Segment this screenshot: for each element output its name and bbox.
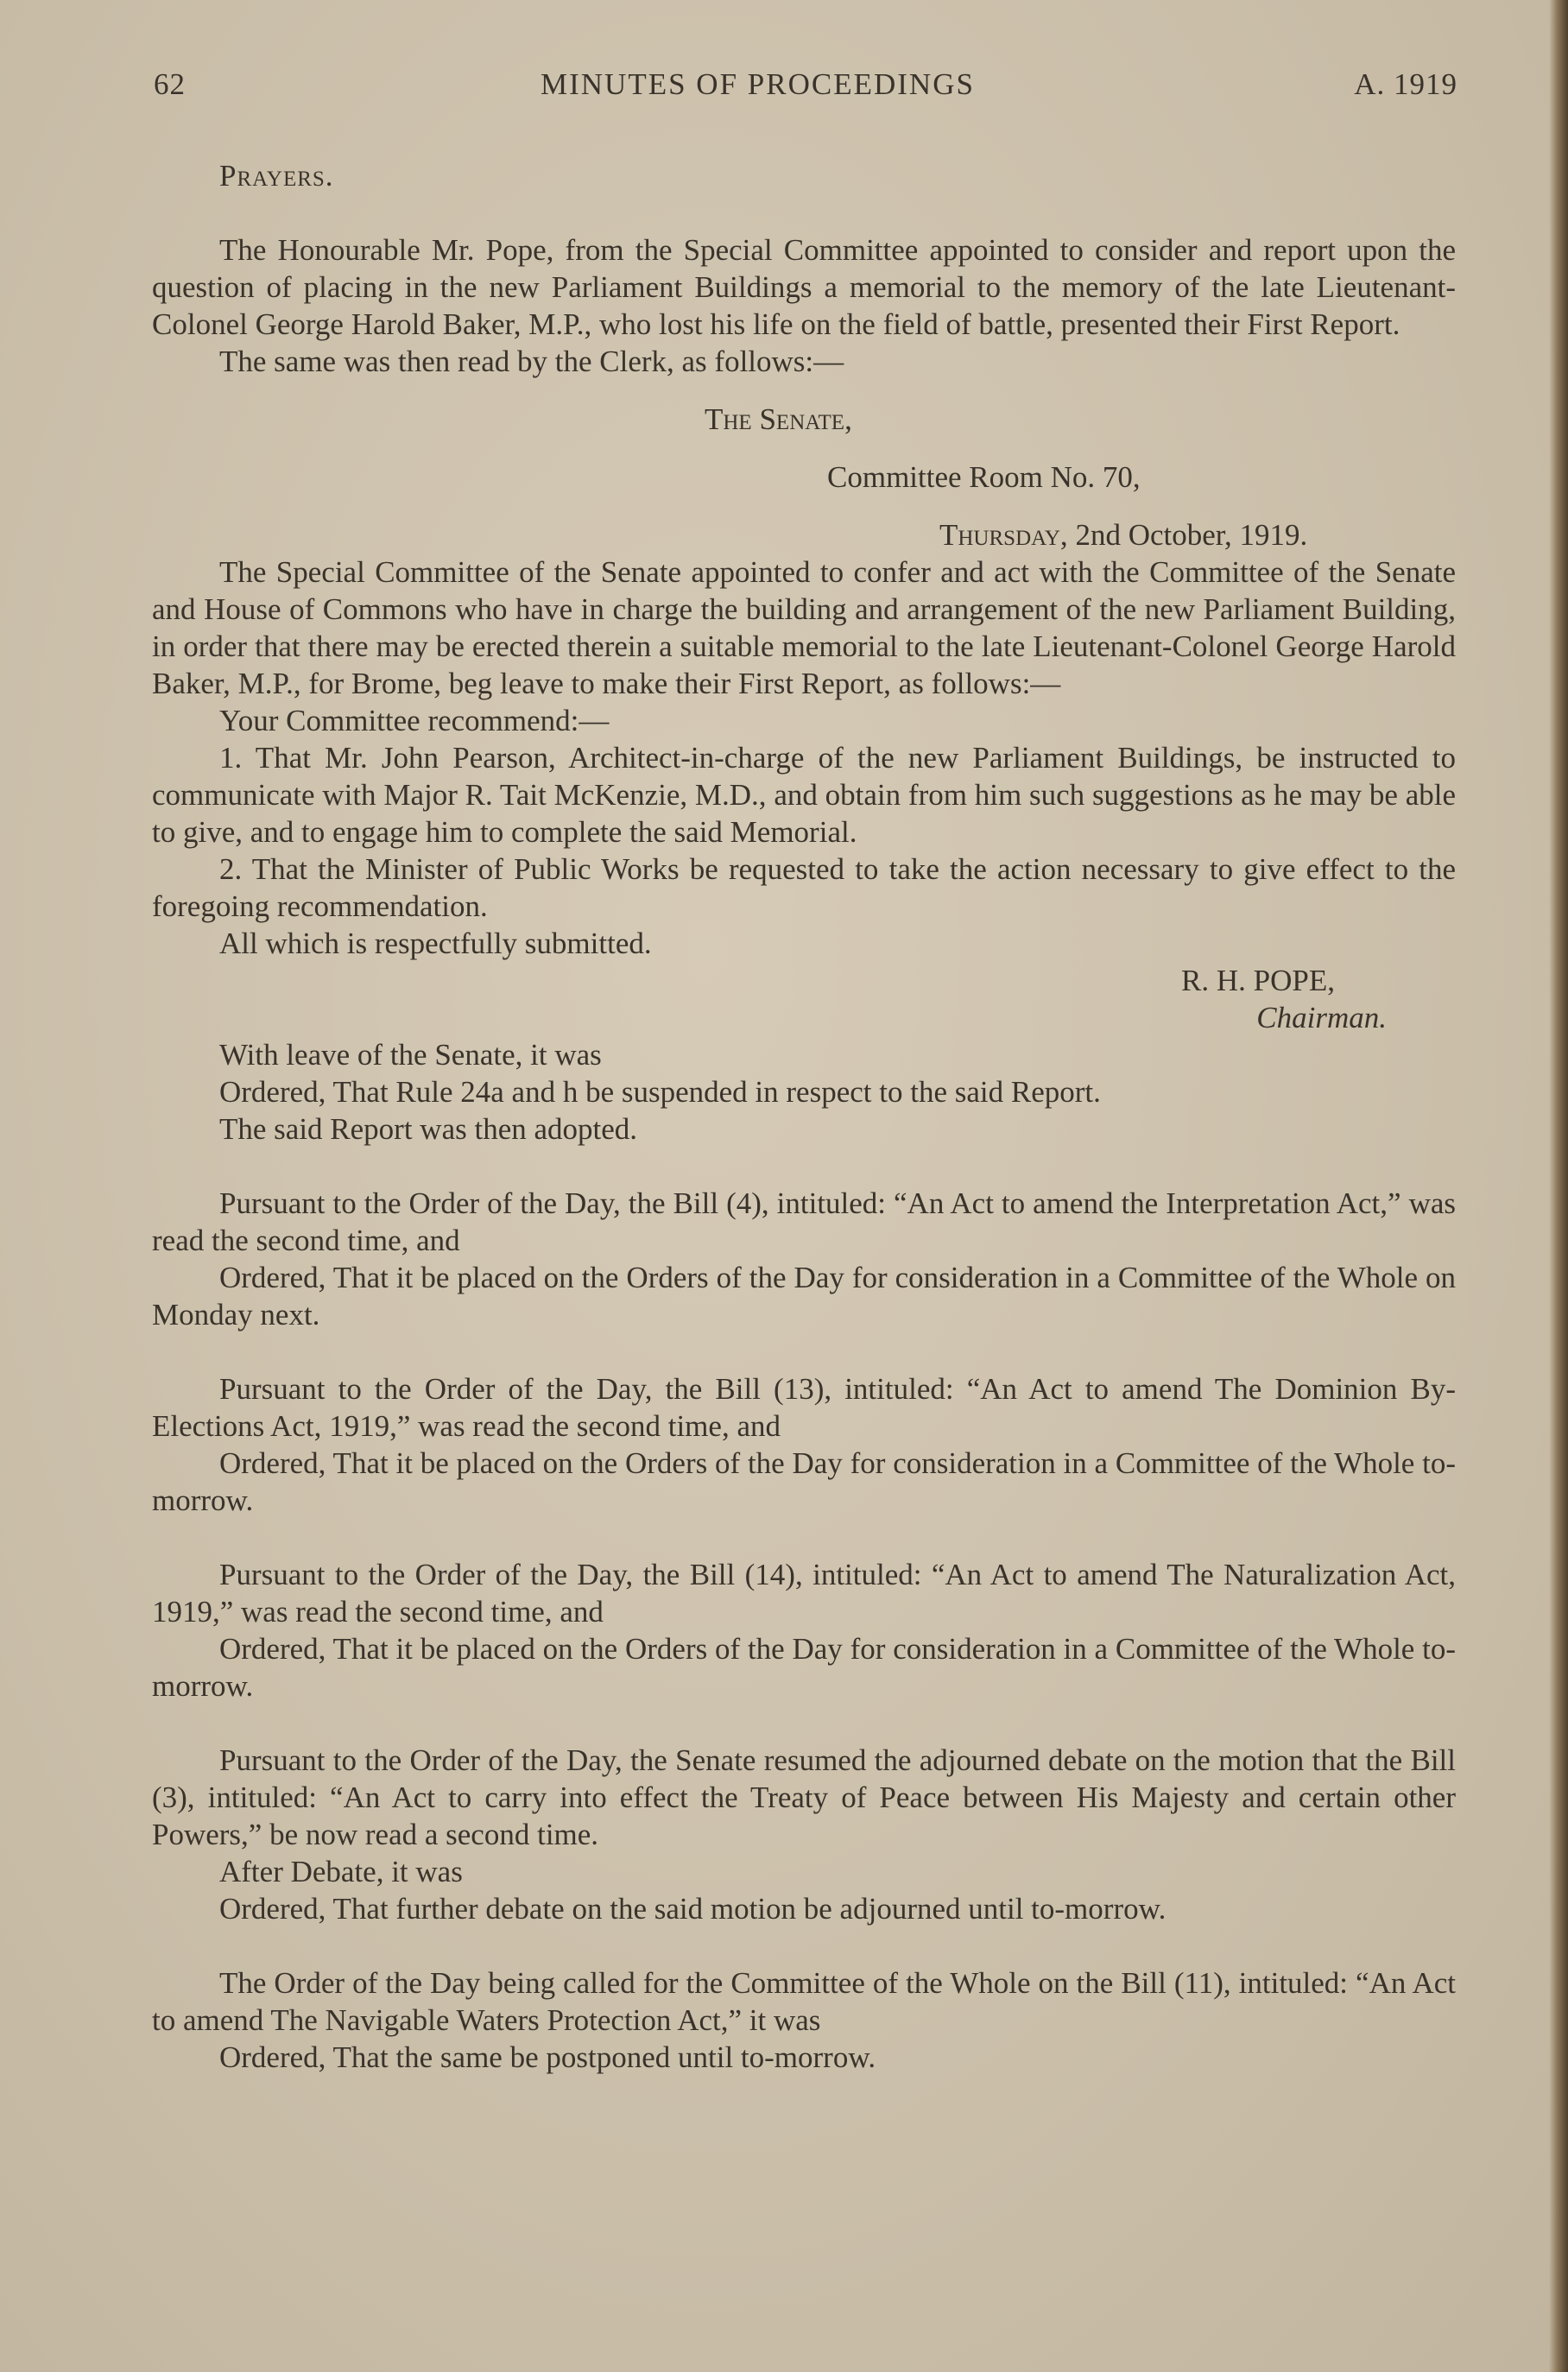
- report-submitted: All which is respectfully submitted.: [219, 927, 652, 960]
- leave-line: With leave of the Senate, it was: [219, 1038, 602, 1072]
- report-signature-role: Chairman.: [1256, 1001, 1387, 1034]
- running-header: [154, 67, 1457, 111]
- page-number: 62: [154, 67, 186, 101]
- read-line: The same was then read by the Clerk, as follows:—: [219, 345, 844, 378]
- document-body: [152, 157, 1456, 2076]
- report-item-1: 1. That Mr. John Pearson, Architect-in-charge of the new Parliament Buildings, be instructed to communicate with Major R. Tait McKenzie, M.D., and obtain from him such suggestions as he may be able to give, and to engage him to complete the said Memorial.: [152, 741, 1456, 849]
- report-body: The Special Committee of the Senate appointed to confer and act with the Committee of the Senate and House of Commons who have in charge the building and arrangement of the new Parliament Building, in order that there may be erected therein a suitable memorial to the late Lieutenant-Colonel George Harold Baker, M.P., for Brome, beg leave to make their First Report, as follows:—: [152, 555, 1456, 700]
- report-address-room: Committee Room No. 70,: [827, 460, 1141, 494]
- bill-11-paragraph: The Order of the Day being called for the Committee of the Whole on the Bill (11), intituled: “An Act to amend The Navigable Waters Protection Act,” it was: [152, 1966, 1456, 2037]
- bill-13-paragraph: Pursuant to the Order of the Day, the Bill (13), intituled: “An Act to amend The Dominion By-Elections Act, 1919,” was read the second time, and: [152, 1372, 1456, 1443]
- bill-4-ordered: Ordered, That it be placed on the Orders of the Day for consideration in a Committee of the Whole on Monday next.: [152, 1261, 1456, 1331]
- ordered-rule-line: Ordered, That Rule 24a and h be suspended in respect to the said Report.: [219, 1075, 1101, 1109]
- prayers-heading: Prayers.: [219, 159, 334, 193]
- bill-3-ordered: Ordered, That further debate on the said motion be adjourned until to-morrow.: [219, 1892, 1167, 1926]
- report-date-day: Thursday,: [939, 518, 1068, 552]
- bill-3-paragraph: Pursuant to the Order of the Day, the Senate resumed the adjourned debate on the motion that the Bill (3), intituled: “An Act to carry into effect the Treaty of Peace between His Majesty and certain other Powers,” be now read a second time.: [152, 1743, 1456, 1851]
- bill-4-paragraph: Pursuant to the Order of the Day, the Bill (4), intituled: “An Act to amend the Interpretation Act,” was read the second time, and: [152, 1186, 1456, 1257]
- intro-paragraph: The Honourable Mr. Pope, from the Special Committee appointed to consider and report upon the question of placing in the new Parliament Buildings a memorial to the memory of the late Lieutenant-Colonel George Harold Baker, M.P., who lost his life on the field of battle, presented their First Report.: [152, 233, 1456, 341]
- header-year: A. 1919: [1354, 67, 1457, 101]
- report-adopted-line: The said Report was then adopted.: [219, 1112, 638, 1146]
- report-date-rest: 2nd October, 1919.: [1075, 518, 1308, 552]
- report-address-senate: The Senate,: [705, 402, 852, 436]
- header-title: MINUTES OF PROCEEDINGS: [541, 67, 975, 101]
- bill-3-after-debate: After Debate, it was: [219, 1855, 463, 1888]
- bill-11-ordered: Ordered, That the same be postponed until to-morrow.: [219, 2040, 876, 2074]
- bill-14-paragraph: Pursuant to the Order of the Day, the Bill (14), intituled: “An Act to amend The Naturalization Act, 1919,” was read the second time, and: [152, 1558, 1456, 1629]
- bill-14-ordered: Ordered, That it be placed on the Orders of the Day for consideration in a Committee of the Whole to-morrow.: [152, 1632, 1456, 1703]
- report-item-2: 2. That the Minister of Public Works be requested to take the action necessary to give effect to the foregoing recommendation.: [152, 852, 1456, 923]
- report-signature: R. H. POPE,: [1181, 964, 1335, 997]
- report-date: [152, 516, 1456, 553]
- report-recommend: Your Committee recommend:—: [219, 704, 610, 737]
- page-edge-shadow: [1549, 0, 1568, 2372]
- bill-13-ordered: Ordered, That it be placed on the Orders of the Day for consideration in a Committee of the Whole to-morrow.: [152, 1446, 1456, 1517]
